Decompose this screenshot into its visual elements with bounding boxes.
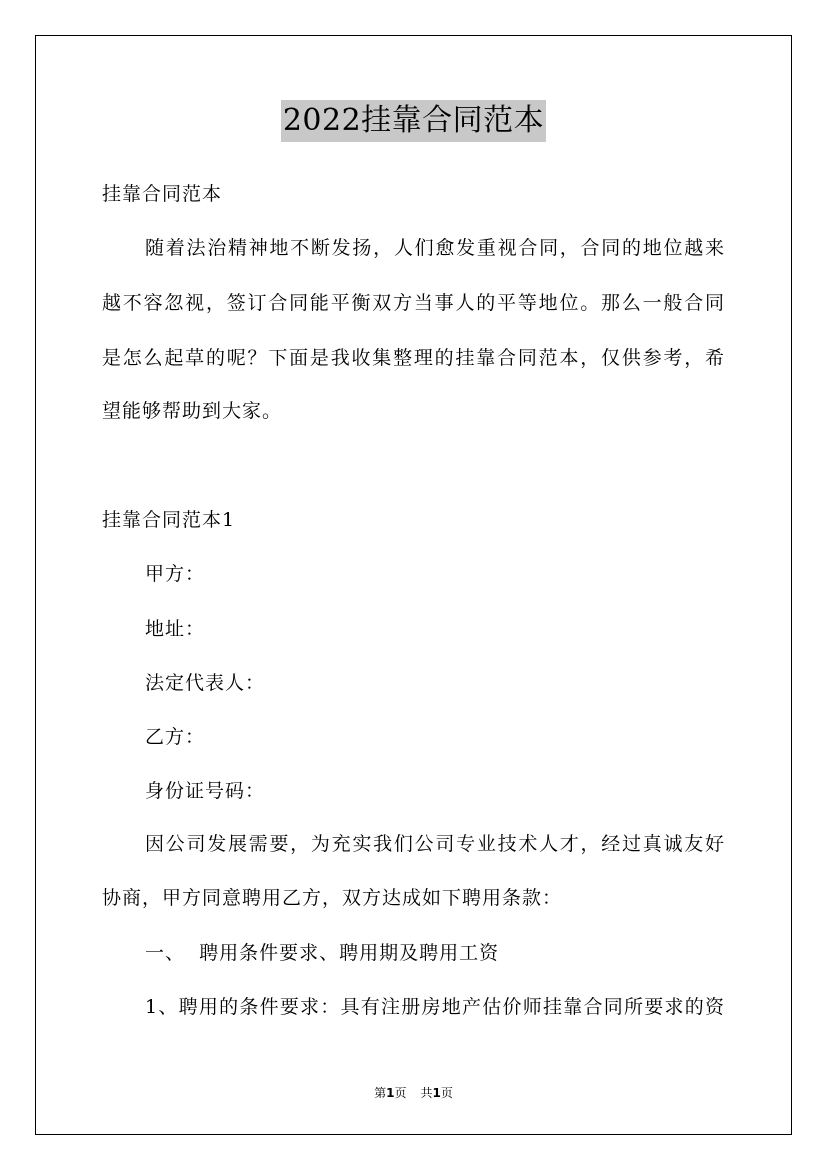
footer-total-suffix: 页 — [440, 1086, 453, 1100]
footer-total-number: 1 — [432, 1086, 441, 1100]
address-field: 地址： — [145, 618, 206, 640]
intro-line-1: 随着法治精神地不断发扬，人们愈发重视合同，合同的地位越来 — [145, 237, 724, 259]
footer-page-suffix: 页 — [394, 1086, 407, 1100]
footer-page-prefix: 第 — [374, 1086, 387, 1100]
page-footer — [0, 1085, 827, 1101]
title-block — [0, 100, 827, 142]
id-number-field: 身份证号码： — [145, 780, 266, 802]
document-subtitle: 挂靠合同范本 — [102, 183, 223, 205]
party-b-field: 乙方： — [145, 726, 206, 748]
footer-page-number: 1 — [386, 1086, 395, 1100]
section-heading: 挂靠合同范本1 — [102, 509, 236, 531]
body-line-2: 协商，甲方同意聘用乙方，双方达成如下聘用条款： — [102, 887, 563, 909]
intro-line-2: 越不容忽视，签订合同能平衡双方当事人的平等地位。那么一般合同 — [102, 292, 724, 314]
clause-heading: 一、 聘用条件要求、聘用期及聘用工资 — [145, 942, 500, 964]
body-line-1: 因公司发展需要，为充实我们公司专业技术人才，经过真诚友好 — [145, 833, 724, 855]
document-title: 2022挂靠合同范本 — [281, 100, 546, 142]
legal-representative-field: 法定代表人： — [145, 672, 266, 694]
clause-1-line: 1、聘用的条件要求：具有注册房地产估价师挂靠合同所要求的资 — [145, 996, 724, 1018]
intro-line-3: 是怎么起草的呢？下面是我收集整理的挂靠合同范本，仅供参考，希 — [102, 347, 724, 369]
intro-line-4: 望能够帮助到大家。 — [102, 400, 283, 422]
party-a-field: 甲方： — [145, 563, 206, 585]
footer-total-prefix: 共 — [420, 1086, 433, 1100]
